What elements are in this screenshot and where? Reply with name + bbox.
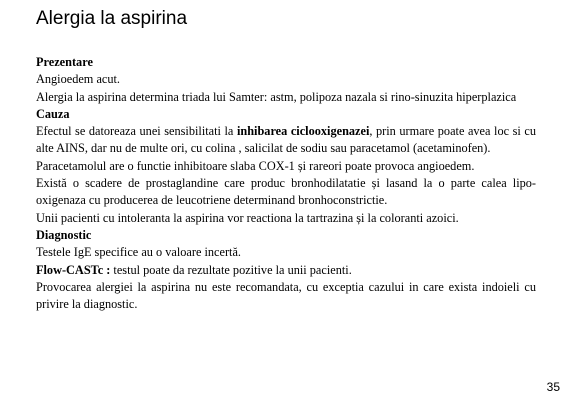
cauza-paragraph-4: Unii pacienti cu intoleranta la aspirina vor reactiona la tartrazina și la coloranti azoici. [36, 210, 459, 225]
cauza-paragraph-2: Paracetamolul are o functie inhibitoare slaba COX-1 și rareori poate provoca angioedem. [36, 158, 475, 173]
diagnostic-paragraph-3: Provocarea alergiei la aspirina nu este recomandata, cu exceptia cazului in care exista indoieli cu privire la diagnostic. [36, 279, 536, 312]
cauza-paragraph-1 [36, 123, 536, 158]
cauza-paragraph-3: Există o scadere de prostaglandine care produc bronhodilatatie și lasand la o parte calea lipo-oxigenaza cu producerea de leucotriene determinand bronhoconstrictie. [36, 176, 536, 208]
page-title: Alergia la aspirina [36, 8, 188, 29]
cauza-p1-text-after: , prin urmare poate avea loc si cu alte AINS, dar nu de multe ori, cu colina , salicilat de sodiu sau paracetamol (acetaminofen). [36, 124, 536, 156]
cauza-p1-bold-term: inhibarea ciclooxigenazei [236, 124, 370, 139]
prezentare-line-2: Alergia la aspirina determina triada lui Samter: astm, polipoza nazala si rino-sinuzita hiperplazica [36, 89, 517, 104]
cauza-heading: Cauza [36, 106, 70, 121]
flow-cast-label: Flow-CASTc : [36, 262, 111, 277]
prezentare-heading: Prezentare [36, 55, 93, 69]
content-body [36, 54, 536, 313]
diagnostic-paragraph-1: Testele IgE specifice au o valoare incertă. [36, 245, 241, 260]
diagnostic-paragraph-2 [36, 262, 536, 279]
flow-cast-text: testul poate da rezultate pozitive la unii pacienti. [110, 262, 352, 277]
cauza-p1-text-before: Efectul se datoreaza unei sensibilitati la [36, 124, 237, 139]
diagnostic-heading: Diagnostic [36, 227, 92, 242]
prezentare-line-1: Angioedem acut. [36, 72, 121, 87]
page-number: 35 [546, 380, 560, 394]
